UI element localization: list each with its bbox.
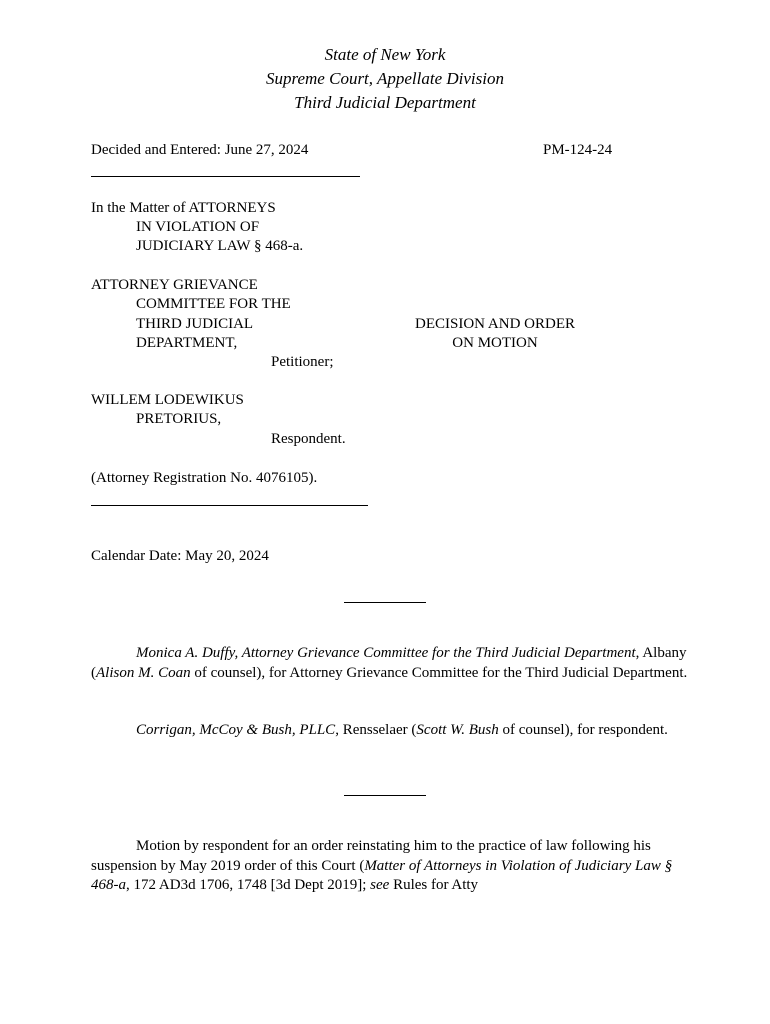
header-state: State of New York [324, 45, 446, 64]
header-court: Supreme Court, Appellate Division [266, 69, 504, 88]
motion-text-1: Motion by respondent for an order reinstating him to the practice of law following his suspension by May 2019 order of this Court ( [91, 838, 651, 874]
motion-citation: Matter of Attorneys in Violation of Judiciary Law § 468-a [91, 857, 673, 893]
motion-text-2: , 172 AD3d 1706, 1748 [3d Dept 2019]; [126, 877, 371, 893]
caption-top-rule [91, 176, 360, 177]
header-department: Third Judicial Department [294, 93, 476, 112]
respondent-line-1: WILLEM LODEWIKUS [91, 392, 244, 408]
matter-line-2: IN VIOLATION OF [136, 219, 260, 235]
petitioner-role: Petitioner; [271, 354, 334, 370]
separator-rule-2 [344, 795, 426, 796]
counsel-respondent-rest: of counsel), for respondent. [498, 722, 668, 738]
petitioner-line-2: COMMITTEE FOR THE [136, 296, 291, 312]
registration-number: (Attorney Registration No. 4076105). [91, 470, 318, 486]
caption-bottom-rule [91, 505, 368, 506]
motion-see-signal: see [370, 877, 390, 893]
motion-text-3: Rules for Atty [389, 877, 479, 893]
counsel-respondent-mid: , Rensselaer ( [335, 722, 417, 738]
counsel-respondent [91, 721, 691, 741]
matter-line-1: In the Matter of ATTORNEYS [91, 200, 276, 216]
decision-title-line-1: DECISION AND ORDER [414, 316, 575, 332]
respondent-line-2: PRETORIUS, [136, 411, 222, 427]
matter-line-3: JUDICIARY LAW § 468-a. [136, 238, 304, 254]
counsel-petitioner-rest: of counsel), for Attorney Grievance Committee for the Third Judicial Department. [190, 664, 688, 681]
counsel-petitioner-name: Monica A. Duffy, Attorney Grievance Committee for the Third Judicial Department [136, 645, 636, 661]
decided-date: Decided and Entered: June 27, 2024 [91, 142, 309, 158]
petitioner-line-3: THIRD JUDICIAL [136, 316, 254, 332]
counsel-respondent-firm: Corrigan, McCoy & Bush, PLLC [136, 722, 336, 738]
calendar-date: Calendar Date: May 20, 2024 [91, 548, 269, 564]
separator-rule-1 [344, 602, 426, 603]
motion-paragraph [91, 837, 691, 896]
decision-title-line-2: ON MOTION [452, 335, 538, 351]
counsel-petitioner-mid: , Albany ( [91, 645, 687, 681]
counsel-respondent-attorney: Scott W. Bush [416, 722, 499, 738]
petitioner-line-4: DEPARTMENT, [136, 335, 238, 351]
petitioner-line-1: ATTORNEY GRIEVANCE [91, 277, 258, 293]
counsel-petitioner [91, 644, 691, 683]
respondent-role: Respondent. [271, 431, 346, 447]
counsel-petitioner-attorney: Alison M. Coan [96, 664, 191, 681]
docket-number: PM-124-24 [543, 142, 613, 158]
